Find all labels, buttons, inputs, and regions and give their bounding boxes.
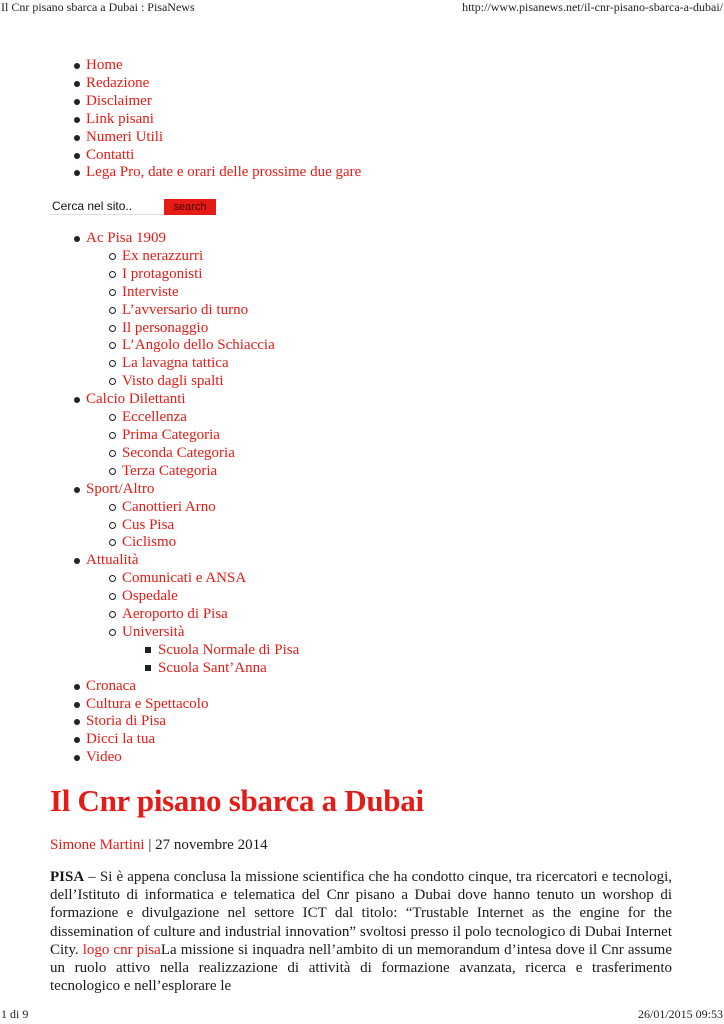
- nav-link-redazione[interactable]: Redazione: [86, 74, 150, 91]
- bullet-square-icon: [145, 647, 151, 653]
- subcategory-list: [86, 248, 724, 391]
- bullet-disc-icon: [74, 737, 80, 743]
- nav-link-scuola-sant-anna[interactable]: Scuola Sant’Anna: [158, 659, 267, 676]
- nav-link-ex-nerazzurri[interactable]: Ex nerazzurri: [122, 247, 204, 264]
- nav-item-i-protagonisti: [0, 266, 724, 284]
- nav-link-calcio-dilettanti[interactable]: Calcio Dilettanti: [86, 391, 186, 408]
- bullet-disc-icon: [74, 684, 80, 690]
- nav-item-attualita: [0, 552, 724, 677]
- bullet-circle-icon: [109, 360, 116, 367]
- bullet-disc-icon: [74, 99, 80, 105]
- bullet-disc-icon: [74, 63, 80, 69]
- bullet-circle-icon: [109, 378, 116, 385]
- nav-link-home[interactable]: Home: [86, 57, 123, 73]
- nav-link-seconda-categoria[interactable]: Seconda Categoria: [122, 444, 235, 461]
- nav-item-lega-pro-date-e-orari-delle-prossime-due-gare: [0, 164, 724, 182]
- nav-item-ospedale: [0, 588, 724, 606]
- nav-link-interviste[interactable]: Interviste: [122, 283, 179, 300]
- nav-link-terza-categoria[interactable]: Terza Categoria: [122, 462, 218, 479]
- article-date: 27 novembre 2014: [155, 837, 268, 853]
- bullet-circle-icon: [109, 575, 116, 582]
- nav-item-numeri-utili: [0, 129, 724, 147]
- nav-item-ex-nerazzurri: [0, 248, 724, 266]
- image-link-logo-cnr[interactable]: logo cnr pisa: [82, 941, 161, 958]
- nav-item-aeroporto-di-pisa: [0, 606, 724, 624]
- bullet-disc-icon: [74, 487, 80, 493]
- bullet-disc-icon: [74, 558, 80, 564]
- nav-link-link-pisani[interactable]: Link pisani: [86, 110, 154, 127]
- bullet-disc-icon: [74, 170, 80, 176]
- bullet-circle-icon: [109, 432, 116, 439]
- nav-link-attualita[interactable]: Attualità: [86, 552, 139, 569]
- nav-item-l-angolo-dello-schiaccia: [0, 337, 724, 355]
- bullet-disc-icon: [74, 117, 80, 123]
- nav-item-eccellenza: [0, 409, 724, 427]
- nav-item-canottieri-arno: [0, 499, 724, 517]
- bullet-disc-icon: [74, 397, 80, 403]
- nav-link-cus-pisa[interactable]: Cus Pisa: [122, 516, 175, 533]
- author-link[interactable]: Simone Martini: [50, 837, 145, 853]
- bullet-circle-icon: [109, 593, 116, 600]
- nav-link-universita[interactable]: Università: [122, 623, 185, 640]
- subcategory-list: [86, 570, 724, 677]
- nav-link-aeroporto-di-pisa[interactable]: Aeroporto di Pisa: [122, 606, 228, 623]
- nav-item-calcio-dilettanti: [0, 391, 724, 481]
- nav-item-l-avversario-di-turno: [0, 302, 724, 320]
- nav-item-interviste: [0, 284, 724, 302]
- nav-item-storia-di-pisa: [0, 713, 724, 731]
- nav-item-sport-altro: [0, 481, 724, 553]
- nav-link-prima-categoria[interactable]: Prima Categoria: [122, 426, 220, 443]
- nav-link-cultura-e-spettacolo[interactable]: Cultura e Spettacolo: [86, 695, 209, 712]
- nav-item-prima-categoria: [0, 427, 724, 445]
- nav-item-visto-dagli-spalti: [0, 373, 724, 391]
- category-navigation: [0, 230, 724, 767]
- nav-link-canottieri-arno[interactable]: Canottieri Arno: [122, 498, 216, 515]
- article-byline: [50, 836, 268, 854]
- nav-link-i-protagonisti[interactable]: I protagonisti: [122, 265, 203, 282]
- nav-link-numeri-utili[interactable]: Numeri Utili: [86, 128, 164, 145]
- bullet-circle-icon: [109, 325, 116, 332]
- article-text-1: – Si è appena conclusa la missione scientifica che ha condotto cinque, tra ricercatori e tecnologi, dell’Istituto di informatica e telematica del Cnr pisano a Dubai dove hanno tenuto un worshop di formazione e divulgazione nel settore ICT dal titolo: “Trustable Internet as the engine for the dissemination of culture and industrial innovation” svoltosi presso il polo tecnologico di Dubai Internet City.: [50, 869, 672, 958]
- bullet-circle-icon: [109, 629, 116, 636]
- nav-link-storia-di-pisa[interactable]: Storia di Pisa: [86, 713, 167, 730]
- print-footer-page: 1 di 9: [1, 1007, 29, 1021]
- bullet-circle-icon: [109, 342, 116, 349]
- nav-link-la-lavagna-tattica[interactable]: La lavagna tattica: [122, 355, 229, 372]
- nav-link-il-personaggio[interactable]: Il personaggio: [122, 319, 209, 336]
- bullet-circle-icon: [109, 611, 116, 618]
- bullet-circle-icon: [109, 307, 116, 314]
- bullet-disc-icon: [74, 755, 80, 761]
- print-header-url: http://www.pisanews.net/il-cnr-pisano-sbarca-a-dubai/: [462, 0, 723, 14]
- bullet-circle-icon: [109, 539, 116, 546]
- bullet-disc-icon: [74, 702, 80, 708]
- nav-item-video: [0, 749, 724, 767]
- bullet-circle-icon: [109, 271, 116, 278]
- nav-link-video[interactable]: Video: [86, 749, 122, 766]
- nav-item-home: [0, 57, 724, 75]
- nav-item-scuola-sant-anna: [0, 660, 724, 678]
- nav-item-il-personaggio: [0, 320, 724, 338]
- nav-link-l-avversario-di-turno[interactable]: L’avversario di turno: [122, 301, 249, 318]
- nav-link-cronaca[interactable]: Cronaca: [86, 677, 136, 694]
- nav-item-cultura-e-spettacolo: [0, 696, 724, 714]
- bullet-square-icon: [145, 665, 151, 671]
- nav-link-eccellenza[interactable]: Eccellenza: [122, 409, 187, 426]
- bullet-disc-icon: [74, 81, 80, 87]
- subcategory-list: [86, 499, 724, 553]
- top-navigation: [0, 57, 724, 182]
- nav-item-redazione: [0, 75, 724, 93]
- byline-separator: |: [144, 837, 156, 853]
- article-text-2: La missione si inquadra nell’ambito di un memorandum d’intesa dove il Cnr assume un ruolo attivo nella realizzazione di attività di formazione avanzata, ricerca e trasferimento tecnologico e nell’esplorare le: [50, 941, 672, 995]
- nav-item-comunicati-e-ansa: [0, 570, 724, 588]
- nav-item-la-lavagna-tattica: [0, 355, 724, 373]
- bullet-disc-icon: [74, 236, 80, 242]
- nav-link-disclaimer[interactable]: Disclaimer: [86, 92, 152, 109]
- bullet-disc-icon: [74, 135, 80, 141]
- print-footer-timestamp: 26/01/2015 09:53: [637, 1007, 723, 1021]
- nav-item-ciclismo: [0, 534, 724, 552]
- bullet-circle-icon: [109, 522, 116, 529]
- bullet-circle-icon: [109, 414, 116, 421]
- bullet-disc-icon: [74, 153, 80, 159]
- nav-link-scuola-normale-di-pisa[interactable]: Scuola Normale di Pisa: [158, 641, 300, 658]
- nav-item-universita: [0, 624, 724, 678]
- nav-item-scuola-normale-di-pisa: [0, 642, 724, 660]
- subcategory-list: [86, 409, 724, 481]
- article-lead: PISA: [50, 869, 85, 885]
- nav-link-sport-altro[interactable]: Sport/Altro: [86, 480, 155, 497]
- nav-item-link-pisani: [0, 111, 724, 129]
- print-header-title: Il Cnr pisano sbarca a Dubai : PisaNews: [1, 0, 195, 14]
- nav-link-ciclismo[interactable]: Ciclismo: [122, 534, 177, 551]
- search-button[interactable]: search: [164, 199, 216, 215]
- nav-link-lega-pro-date-e-orari-delle-prossime-due-gare[interactable]: Lega Pro, date e orari delle prossime due gare: [86, 164, 362, 181]
- nav-link-contatti[interactable]: Contatti: [86, 146, 135, 163]
- search-form: [50, 198, 216, 215]
- nav-link-dicci-la-tua[interactable]: Dicci la tua: [86, 731, 156, 748]
- bullet-circle-icon: [109, 450, 116, 457]
- bullet-circle-icon: [109, 468, 116, 475]
- bullet-disc-icon: [74, 719, 80, 725]
- article-body: [50, 868, 672, 995]
- nav-item-seconda-categoria: [0, 445, 724, 463]
- nav-item-cus-pisa: [0, 517, 724, 535]
- bullet-circle-icon: [109, 253, 116, 260]
- nav-item-dicci-la-tua: [0, 731, 724, 749]
- nav-item-contatti: [0, 147, 724, 165]
- search-input[interactable]: [50, 198, 164, 215]
- nav-item-ac-pisa-1909: [0, 230, 724, 391]
- nav-link-ospedale[interactable]: Ospedale: [122, 588, 178, 605]
- article-title: Il Cnr pisano sbarca a Dubai: [50, 783, 424, 818]
- subsubcategory-list: [122, 642, 724, 678]
- nav-link-l-angolo-dello-schiaccia[interactable]: L’Angolo dello Schiaccia: [122, 337, 275, 354]
- nav-item-disclaimer: [0, 93, 724, 111]
- bullet-circle-icon: [109, 289, 116, 296]
- nav-item-terza-categoria: [0, 463, 724, 481]
- nav-link-visto-dagli-spalti[interactable]: Visto dagli spalti: [122, 373, 224, 390]
- nav-item-cronaca: [0, 678, 724, 696]
- bullet-circle-icon: [109, 504, 116, 511]
- nav-link-ac-pisa-1909[interactable]: Ac Pisa 1909: [86, 230, 166, 246]
- nav-link-comunicati-e-ansa[interactable]: Comunicati e ANSA: [122, 570, 247, 587]
